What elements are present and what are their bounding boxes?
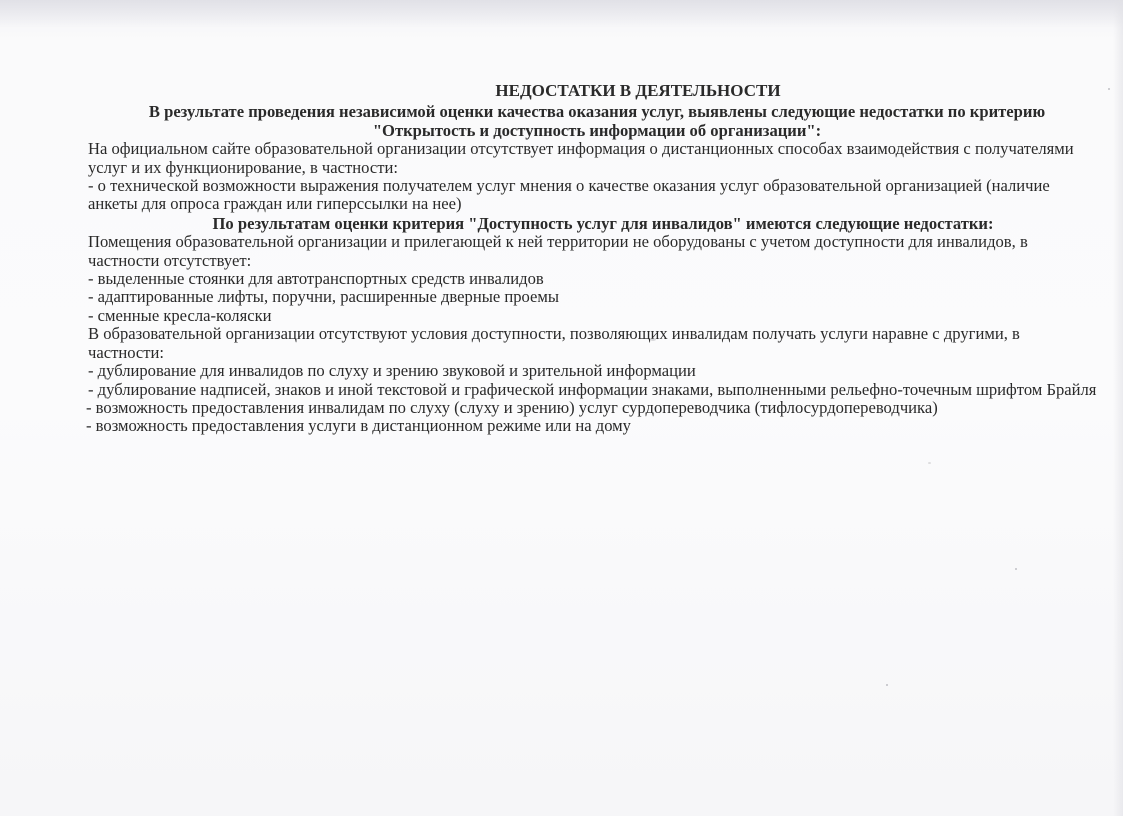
list-item: - выделенные стоянки для автотранспортных средств инвалидов bbox=[88, 269, 544, 289]
paragraph-premises: Помещения образовательной организации и прилегающей к ней территории не оборудованы с учетом доступности для инвалидов, в частности отсутствует: bbox=[88, 232, 1028, 270]
list-item: - возможность предоставления услуги в дистанционном режиме или на дому bbox=[86, 416, 631, 436]
scan-speck bbox=[1015, 568, 1017, 570]
list-item: - о технической возможности выражения получателем услуг мнения о качестве оказания услуг образовательной организацией (наличие анкеты для опроса граждан или гиперссылки на нее) bbox=[88, 176, 1050, 214]
document-body bbox=[88, 82, 1098, 436]
scan-speck bbox=[650, 338, 656, 341]
list-item: - дублирование надписей, знаков и иной текстовой и графической информации знаками, выполненными рельефно-точечным шрифтом Брайля bbox=[88, 379, 1097, 399]
scan-speck bbox=[957, 222, 960, 225]
list-item: - сменные кресла-коляски bbox=[88, 305, 272, 325]
scan-shadow-top bbox=[0, 0, 1123, 28]
scan-speck bbox=[928, 462, 931, 464]
scan-speck bbox=[1108, 88, 1110, 90]
section-heading-openness: В результате проведения независимой оценки качества оказания услуг, выявлены следующие недостатки по критерию "Открытость и доступность информации об организации": bbox=[148, 102, 1046, 140]
list-item: - возможность предоставления инвалидам по слуху (слуху и зрению) услуг сурдопереводчика (тифлосурдопереводчика) bbox=[86, 397, 938, 417]
scan-speck bbox=[880, 410, 882, 414]
document-title: НЕДОСТАТКИ В ДЕЯТЕЛЬНОСТИ bbox=[495, 81, 781, 100]
list-item: - адаптированные лифты, поручни, расширенные дверные проемы bbox=[88, 287, 560, 307]
scan-shadow-right bbox=[1113, 0, 1123, 816]
paragraph-conditions: В образовательной организации отсутствуют условия доступности, позволяющих инвалидам получать услуги наравне с другими, в частности: bbox=[88, 324, 1020, 362]
paragraph-website: На официальном сайте образовательной организации отсутствует информация о дистанционных способах взаимодействия с получателями услуг и их функционирование, в частности: bbox=[88, 139, 1074, 177]
list-item: - дублирование для инвалидов по слуху и зрению звуковой и зрительной информации bbox=[88, 361, 696, 381]
scan-speck bbox=[886, 684, 888, 686]
section-heading-accessibility: По результатам оценки критерия "Доступность услуг для инвалидов" имеются следующие недостатки: bbox=[212, 213, 994, 233]
